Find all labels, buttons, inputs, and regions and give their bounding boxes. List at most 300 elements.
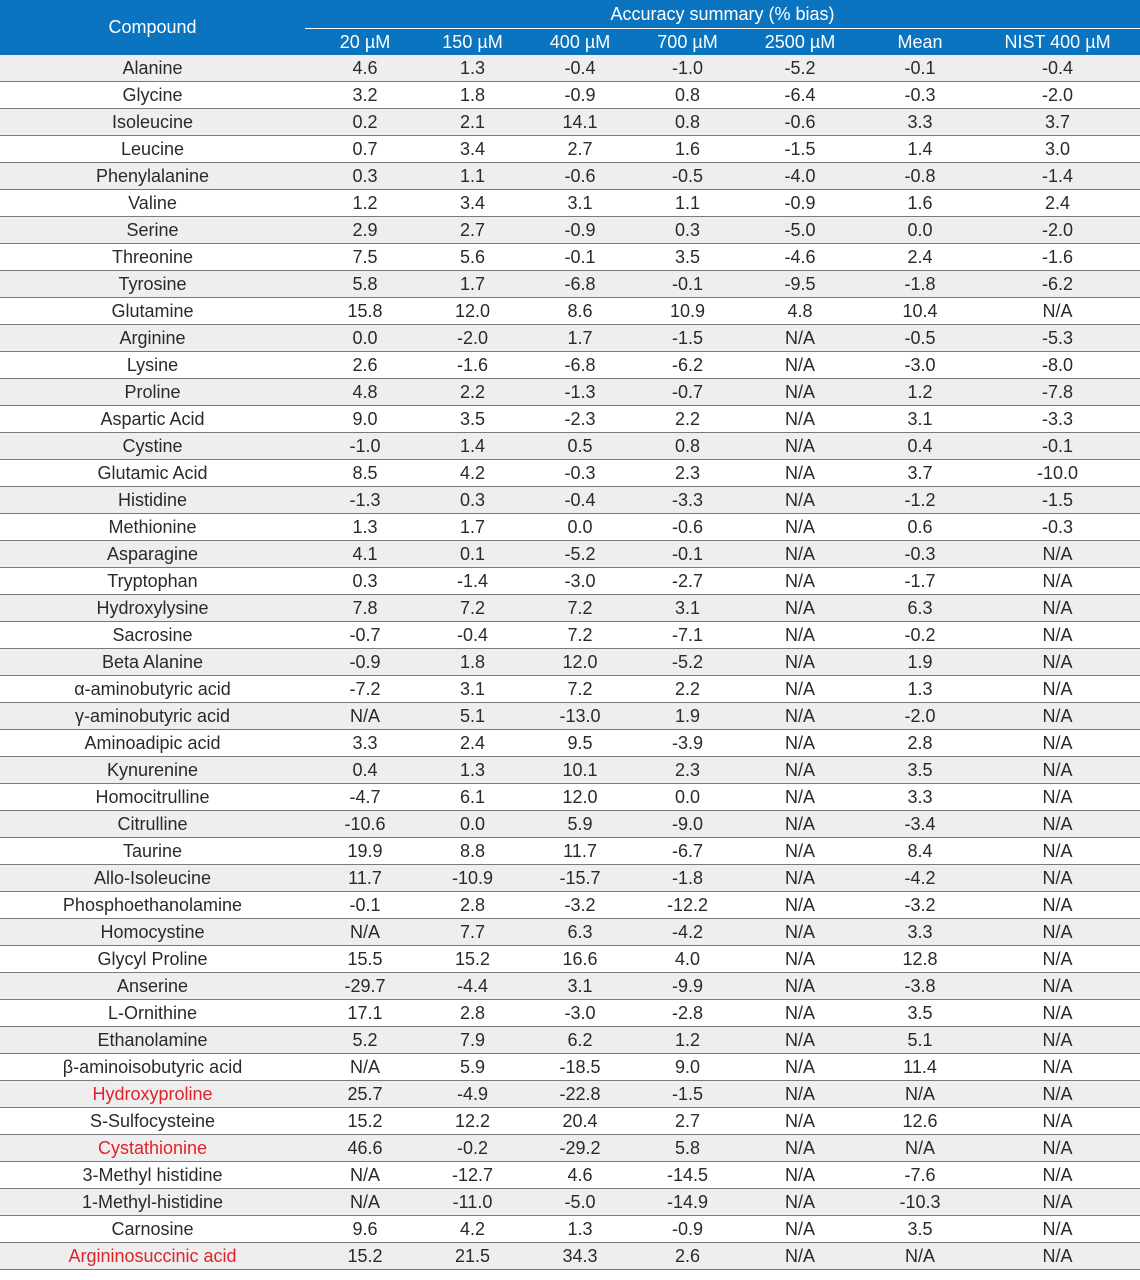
value-cell: -1.5 — [640, 1081, 735, 1108]
value-cell: 0.3 — [305, 163, 425, 190]
value-cell: 0.4 — [865, 433, 975, 460]
value-cell: -0.3 — [865, 541, 975, 568]
compound-name-cell: Histidine — [0, 487, 305, 514]
value-cell: -2.8 — [640, 1000, 735, 1027]
value-cell: 4.6 — [305, 55, 425, 82]
value-cell: -1.8 — [865, 271, 975, 298]
value-cell: -0.3 — [975, 514, 1140, 541]
value-cell: N/A — [975, 973, 1140, 1000]
value-cell: -6.7 — [640, 838, 735, 865]
compound-name-cell: Allo-Isoleucine — [0, 865, 305, 892]
table-row — [0, 325, 1140, 352]
value-cell: 17.1 — [305, 1000, 425, 1027]
value-cell: 0.1 — [425, 541, 520, 568]
value-cell: -1.5 — [640, 325, 735, 352]
column-header-150um: 150 µM — [425, 29, 520, 56]
value-cell: -0.3 — [865, 82, 975, 109]
value-cell: -1.3 — [520, 379, 640, 406]
value-cell: 2.3 — [640, 460, 735, 487]
value-cell: N/A — [975, 676, 1140, 703]
value-cell: -9.9 — [640, 973, 735, 1000]
value-cell: N/A — [735, 1027, 865, 1054]
value-cell: N/A — [735, 703, 865, 730]
value-cell: N/A — [975, 1162, 1140, 1189]
value-cell: 15.5 — [305, 946, 425, 973]
value-cell: 1.3 — [520, 1216, 640, 1243]
value-cell: N/A — [975, 703, 1140, 730]
value-cell: N/A — [305, 1162, 425, 1189]
value-cell: -0.5 — [865, 325, 975, 352]
value-cell: -5.0 — [520, 1189, 640, 1216]
value-cell: N/A — [975, 811, 1140, 838]
column-header-nist-400um: NIST 400 µM — [975, 29, 1140, 56]
compound-name-cell: Phenylalanine — [0, 163, 305, 190]
value-cell: N/A — [735, 595, 865, 622]
value-cell: 12.8 — [865, 946, 975, 973]
value-cell: 2.6 — [305, 352, 425, 379]
value-cell: 1.4 — [425, 433, 520, 460]
table-row — [0, 568, 1140, 595]
accuracy-group-header: Accuracy summary (% bias) — [305, 0, 1140, 29]
compound-name-cell: Hydroxylysine — [0, 595, 305, 622]
value-cell: -10.6 — [305, 811, 425, 838]
value-cell: 9.0 — [305, 406, 425, 433]
value-cell: 34.3 — [520, 1243, 640, 1270]
value-cell: N/A — [735, 1243, 865, 1270]
value-cell: -3.3 — [975, 406, 1140, 433]
value-cell: 12.0 — [520, 784, 640, 811]
value-cell: 12.0 — [425, 298, 520, 325]
value-cell: N/A — [975, 1027, 1140, 1054]
value-cell: N/A — [735, 433, 865, 460]
value-cell: -0.9 — [640, 1216, 735, 1243]
value-cell: 0.5 — [520, 433, 640, 460]
value-cell: N/A — [735, 730, 865, 757]
value-cell: -18.5 — [520, 1054, 640, 1081]
value-cell: 5.1 — [865, 1027, 975, 1054]
value-cell: 1.3 — [425, 55, 520, 82]
value-cell: N/A — [735, 973, 865, 1000]
value-cell: N/A — [735, 1000, 865, 1027]
compound-name-cell: Homocystine — [0, 919, 305, 946]
value-cell: 10.4 — [865, 298, 975, 325]
value-cell: N/A — [305, 703, 425, 730]
value-cell: -3.4 — [865, 811, 975, 838]
table-row — [0, 757, 1140, 784]
column-header-700um: 700 µM — [640, 29, 735, 56]
table-row — [0, 190, 1140, 217]
value-cell: -22.8 — [520, 1081, 640, 1108]
table-row — [0, 298, 1140, 325]
value-cell: 1.7 — [425, 271, 520, 298]
table-row — [0, 541, 1140, 568]
value-cell: N/A — [735, 784, 865, 811]
value-cell: N/A — [735, 919, 865, 946]
value-cell: 3.7 — [975, 109, 1140, 136]
compound-name-cell: L-Ornithine — [0, 1000, 305, 1027]
compound-name-cell: Serine — [0, 217, 305, 244]
value-cell: -10.3 — [865, 1189, 975, 1216]
value-cell: 3.3 — [865, 109, 975, 136]
value-cell: 3.1 — [520, 973, 640, 1000]
compound-name-cell: Tyrosine — [0, 271, 305, 298]
value-cell: N/A — [735, 541, 865, 568]
value-cell: N/A — [735, 568, 865, 595]
compound-name-cell: Threonine — [0, 244, 305, 271]
compound-name-cell: Aminoadipic acid — [0, 730, 305, 757]
table-row — [0, 55, 1140, 82]
value-cell: -0.1 — [865, 55, 975, 82]
value-cell: -4.7 — [305, 784, 425, 811]
value-cell: N/A — [735, 406, 865, 433]
value-cell: 4.0 — [640, 946, 735, 973]
value-cell: 7.8 — [305, 595, 425, 622]
value-cell: 7.5 — [305, 244, 425, 271]
value-cell: 12.2 — [425, 1108, 520, 1135]
compound-name-cell: Phosphoethanolamine — [0, 892, 305, 919]
value-cell: -4.2 — [865, 865, 975, 892]
value-cell: -1.4 — [425, 568, 520, 595]
value-cell: 1.9 — [640, 703, 735, 730]
value-cell: -1.6 — [425, 352, 520, 379]
value-cell: N/A — [735, 649, 865, 676]
table-row — [0, 622, 1140, 649]
compound-name-cell: Hydroxyproline — [0, 1081, 305, 1108]
table-row — [0, 379, 1140, 406]
table-row — [0, 1108, 1140, 1135]
value-cell: -1.5 — [735, 136, 865, 163]
value-cell: -0.5 — [640, 163, 735, 190]
table-row — [0, 82, 1140, 109]
table-row — [0, 1000, 1140, 1027]
value-cell: -1.7 — [865, 568, 975, 595]
value-cell: 15.2 — [305, 1108, 425, 1135]
table-row — [0, 163, 1140, 190]
value-cell: 2.4 — [425, 730, 520, 757]
value-cell: 0.7 — [305, 136, 425, 163]
value-cell: 6.2 — [520, 1027, 640, 1054]
value-cell: -6.8 — [520, 352, 640, 379]
value-cell: -0.4 — [975, 55, 1140, 82]
value-cell: -9.5 — [735, 271, 865, 298]
value-cell: 4.1 — [305, 541, 425, 568]
value-cell: 1.7 — [425, 514, 520, 541]
compound-name-cell: Beta Alanine — [0, 649, 305, 676]
compound-name-cell: Isoleucine — [0, 109, 305, 136]
value-cell: 0.0 — [865, 217, 975, 244]
compound-name-cell: α-aminobutyric acid — [0, 676, 305, 703]
table-row — [0, 271, 1140, 298]
compound-name-cell: Leucine — [0, 136, 305, 163]
value-cell: 7.7 — [425, 919, 520, 946]
compound-name-cell: Proline — [0, 379, 305, 406]
value-cell: 3.5 — [425, 406, 520, 433]
value-cell: -0.6 — [520, 163, 640, 190]
value-cell: N/A — [735, 460, 865, 487]
value-cell: 3.5 — [865, 1216, 975, 1243]
table-row — [0, 973, 1140, 1000]
value-cell: 19.9 — [305, 838, 425, 865]
value-cell: -4.6 — [735, 244, 865, 271]
value-cell: 0.8 — [640, 109, 735, 136]
column-header-400um: 400 µM — [520, 29, 640, 56]
value-cell: 15.2 — [305, 1243, 425, 1270]
value-cell: 0.8 — [640, 433, 735, 460]
value-cell: N/A — [305, 1189, 425, 1216]
value-cell: 11.7 — [520, 838, 640, 865]
compound-name-cell: Glycyl Proline — [0, 946, 305, 973]
compound-name-cell: Cystathionine — [0, 1135, 305, 1162]
value-cell: -0.1 — [975, 433, 1140, 460]
value-cell: -6.2 — [640, 352, 735, 379]
value-cell: -15.7 — [520, 865, 640, 892]
value-cell: N/A — [735, 1081, 865, 1108]
value-cell: 3.1 — [520, 190, 640, 217]
table-row — [0, 433, 1140, 460]
value-cell: -29.7 — [305, 973, 425, 1000]
value-cell: 4.2 — [425, 460, 520, 487]
table-row — [0, 217, 1140, 244]
compound-name-cell: Glutamine — [0, 298, 305, 325]
compound-name-cell: Valine — [0, 190, 305, 217]
value-cell: -2.3 — [520, 406, 640, 433]
value-cell: -7.2 — [305, 676, 425, 703]
value-cell: N/A — [865, 1243, 975, 1270]
value-cell: 9.5 — [520, 730, 640, 757]
value-cell: 1.2 — [305, 190, 425, 217]
value-cell: -3.2 — [520, 892, 640, 919]
value-cell: 2.7 — [640, 1108, 735, 1135]
value-cell: 0.0 — [520, 514, 640, 541]
value-cell: 3.1 — [640, 595, 735, 622]
value-cell: 11.7 — [305, 865, 425, 892]
value-cell: -0.7 — [305, 622, 425, 649]
value-cell: 6.1 — [425, 784, 520, 811]
value-cell: 0.0 — [305, 325, 425, 352]
value-cell: 7.2 — [425, 595, 520, 622]
value-cell: -13.0 — [520, 703, 640, 730]
value-cell: -0.4 — [425, 622, 520, 649]
value-cell: 1.9 — [865, 649, 975, 676]
compound-name-cell: Citrulline — [0, 811, 305, 838]
table-row — [0, 406, 1140, 433]
table-row — [0, 730, 1140, 757]
value-cell: -14.5 — [640, 1162, 735, 1189]
compound-name-cell: Cystine — [0, 433, 305, 460]
value-cell: N/A — [305, 919, 425, 946]
value-cell: 9.0 — [640, 1054, 735, 1081]
compound-name-cell: Sacrosine — [0, 622, 305, 649]
value-cell: -0.1 — [520, 244, 640, 271]
table-row — [0, 460, 1140, 487]
value-cell: N/A — [735, 1054, 865, 1081]
value-cell: 5.6 — [425, 244, 520, 271]
value-cell: N/A — [975, 1189, 1140, 1216]
value-cell: N/A — [735, 514, 865, 541]
value-cell: -0.9 — [520, 82, 640, 109]
value-cell: N/A — [865, 1135, 975, 1162]
value-cell: -3.9 — [640, 730, 735, 757]
value-cell: 10.9 — [640, 298, 735, 325]
table-row — [0, 1135, 1140, 1162]
value-cell: N/A — [975, 1216, 1140, 1243]
value-cell: N/A — [975, 1081, 1140, 1108]
value-cell: N/A — [975, 1108, 1140, 1135]
value-cell: N/A — [975, 1054, 1140, 1081]
value-cell: N/A — [975, 730, 1140, 757]
value-cell: -29.2 — [520, 1135, 640, 1162]
value-cell: -0.2 — [865, 622, 975, 649]
table-row — [0, 487, 1140, 514]
value-cell: N/A — [975, 298, 1140, 325]
table-body — [0, 55, 1140, 1270]
value-cell: -8.0 — [975, 352, 1140, 379]
value-cell: N/A — [975, 649, 1140, 676]
value-cell: N/A — [735, 487, 865, 514]
value-cell: N/A — [735, 1162, 865, 1189]
value-cell: -0.9 — [520, 217, 640, 244]
value-cell: 8.5 — [305, 460, 425, 487]
value-cell: 1.8 — [425, 649, 520, 676]
value-cell: 15.8 — [305, 298, 425, 325]
value-cell: 14.1 — [520, 109, 640, 136]
value-cell: N/A — [975, 622, 1140, 649]
value-cell: N/A — [975, 1000, 1140, 1027]
compound-column-header: Compound — [0, 0, 305, 55]
value-cell: N/A — [865, 1081, 975, 1108]
table-row — [0, 865, 1140, 892]
value-cell: N/A — [735, 352, 865, 379]
value-cell: -10.9 — [425, 865, 520, 892]
value-cell: 12.0 — [520, 649, 640, 676]
value-cell: -0.4 — [520, 487, 640, 514]
table-row — [0, 1027, 1140, 1054]
compound-name-cell: Methionine — [0, 514, 305, 541]
compound-name-cell: Lysine — [0, 352, 305, 379]
value-cell: -0.6 — [640, 514, 735, 541]
value-cell: -5.2 — [735, 55, 865, 82]
value-cell: 6.3 — [865, 595, 975, 622]
table-row — [0, 136, 1140, 163]
table-row — [0, 244, 1140, 271]
value-cell: N/A — [975, 568, 1140, 595]
value-cell: 1.2 — [865, 379, 975, 406]
value-cell: 1.6 — [865, 190, 975, 217]
value-cell: 1.3 — [425, 757, 520, 784]
table-row — [0, 1243, 1140, 1270]
table-row — [0, 811, 1140, 838]
value-cell: -0.1 — [305, 892, 425, 919]
compound-name-cell: Alanine — [0, 55, 305, 82]
value-cell: 0.2 — [305, 109, 425, 136]
value-cell: 3.5 — [640, 244, 735, 271]
value-cell: 0.6 — [865, 514, 975, 541]
value-cell: -4.2 — [640, 919, 735, 946]
value-cell: -1.0 — [305, 433, 425, 460]
compound-name-cell: β-aminoisobutyric acid — [0, 1054, 305, 1081]
compound-name-cell: Glycine — [0, 82, 305, 109]
value-cell: 15.2 — [425, 946, 520, 973]
value-cell: 25.7 — [305, 1081, 425, 1108]
value-cell: -11.0 — [425, 1189, 520, 1216]
value-cell: 2.3 — [640, 757, 735, 784]
value-cell: 2.8 — [425, 892, 520, 919]
value-cell: N/A — [735, 676, 865, 703]
value-cell: N/A — [735, 325, 865, 352]
table-row — [0, 838, 1140, 865]
table-row — [0, 784, 1140, 811]
value-cell: N/A — [735, 379, 865, 406]
value-cell: 2.8 — [425, 1000, 520, 1027]
value-cell: 7.9 — [425, 1027, 520, 1054]
value-cell: N/A — [735, 892, 865, 919]
value-cell: -0.6 — [735, 109, 865, 136]
value-cell: 0.3 — [640, 217, 735, 244]
value-cell: 5.8 — [640, 1135, 735, 1162]
value-cell: 3.0 — [975, 136, 1140, 163]
value-cell: 12.6 — [865, 1108, 975, 1135]
value-cell: N/A — [735, 946, 865, 973]
compound-name-cell: Kynurenine — [0, 757, 305, 784]
value-cell: N/A — [975, 892, 1140, 919]
value-cell: 16.6 — [520, 946, 640, 973]
value-cell: 1.7 — [520, 325, 640, 352]
value-cell: 2.1 — [425, 109, 520, 136]
value-cell: -1.2 — [865, 487, 975, 514]
value-cell: N/A — [735, 838, 865, 865]
value-cell: N/A — [975, 1135, 1140, 1162]
table-row — [0, 352, 1140, 379]
column-header-mean: Mean — [865, 29, 975, 56]
value-cell: 21.5 — [425, 1243, 520, 1270]
value-cell: 46.6 — [305, 1135, 425, 1162]
value-cell: 1.2 — [640, 1027, 735, 1054]
value-cell: -3.2 — [865, 892, 975, 919]
value-cell: N/A — [975, 757, 1140, 784]
value-cell: 3.5 — [865, 757, 975, 784]
value-cell: 4.2 — [425, 1216, 520, 1243]
table-row — [0, 919, 1140, 946]
value-cell: -0.9 — [735, 190, 865, 217]
column-header-20um: 20 µM — [305, 29, 425, 56]
value-cell: -7.8 — [975, 379, 1140, 406]
value-cell: -7.1 — [640, 622, 735, 649]
table-row — [0, 595, 1140, 622]
table-row — [0, 1054, 1140, 1081]
value-cell: 1.8 — [425, 82, 520, 109]
value-cell: -4.9 — [425, 1081, 520, 1108]
value-cell: 8.6 — [520, 298, 640, 325]
value-cell: 1.3 — [305, 514, 425, 541]
compound-name-cell: γ-aminobutyric acid — [0, 703, 305, 730]
value-cell: 1.6 — [640, 136, 735, 163]
value-cell: N/A — [305, 1054, 425, 1081]
value-cell: -1.6 — [975, 244, 1140, 271]
value-cell: -2.0 — [865, 703, 975, 730]
value-cell: 2.2 — [425, 379, 520, 406]
value-cell: 3.5 — [865, 1000, 975, 1027]
value-cell: -2.0 — [975, 82, 1140, 109]
value-cell: 0.0 — [640, 784, 735, 811]
value-cell: 9.6 — [305, 1216, 425, 1243]
value-cell: -0.8 — [865, 163, 975, 190]
value-cell: N/A — [735, 865, 865, 892]
compound-name-cell: Carnosine — [0, 1216, 305, 1243]
value-cell: 4.8 — [305, 379, 425, 406]
value-cell: -1.4 — [975, 163, 1140, 190]
value-cell: -1.0 — [640, 55, 735, 82]
value-cell: -2.0 — [425, 325, 520, 352]
